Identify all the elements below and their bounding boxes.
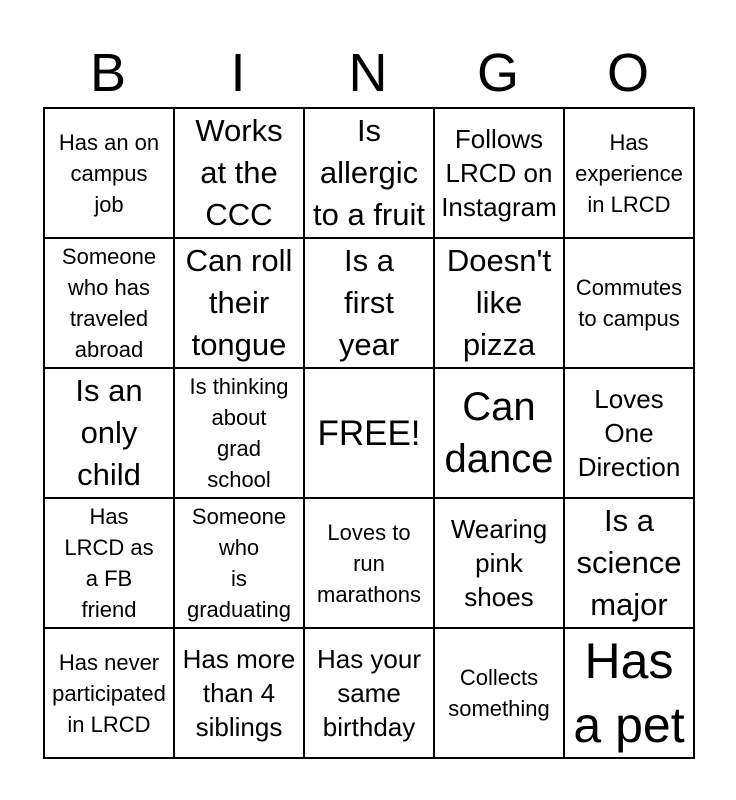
- bingo-cell[interactable]: [174, 108, 304, 238]
- bingo-cell[interactable]: [174, 498, 304, 628]
- cell-text: Is an only child: [75, 373, 143, 492]
- bingo-cell[interactable]: [174, 628, 304, 758]
- cell-text: Has an on campus job: [58, 129, 160, 217]
- bingo-cell[interactable]: [304, 498, 434, 628]
- bingo-cell[interactable]: [304, 238, 434, 368]
- cell-text: Has your same birthday: [316, 644, 422, 742]
- header-letter-g: G: [476, 43, 519, 103]
- cell-text: Has more than 4 siblings: [182, 644, 296, 742]
- bingo-cell[interactable]: [44, 628, 174, 758]
- cell-text: Is allergic to a fruit: [313, 113, 425, 232]
- bingo-cell[interactable]: [434, 628, 564, 758]
- bingo-cell[interactable]: [434, 238, 564, 368]
- cell-text: Loves to run marathons: [317, 519, 421, 607]
- cell-text: Has a pet: [573, 633, 685, 753]
- cell-text: Commutes to campus: [575, 275, 683, 331]
- grid-row: [44, 498, 694, 628]
- header-letter-n: N: [348, 43, 388, 103]
- bingo-cell[interactable]: [44, 238, 174, 368]
- bingo-cell[interactable]: [174, 368, 304, 498]
- grid-row: [44, 368, 694, 498]
- bingo-grid: [43, 107, 695, 759]
- cell-text: Is a science major: [576, 503, 682, 622]
- bingo-cell[interactable]: [44, 108, 174, 238]
- bingo-cell[interactable]: [564, 368, 694, 498]
- cell-text: Doesn't like pizza: [446, 243, 552, 362]
- bingo-header: [43, 40, 693, 106]
- free-space-text: FREE!: [317, 413, 421, 453]
- header-letter-o: O: [606, 43, 649, 103]
- cell-text: Loves One Direction: [577, 384, 681, 482]
- cell-text: Follows LRCD on Instagram: [441, 124, 557, 222]
- cell-text: Is thinking about grad school: [189, 374, 289, 492]
- bingo-cell[interactable]: [304, 628, 434, 758]
- cell-text: Works at the CCC: [195, 113, 283, 232]
- grid-row: [44, 628, 694, 758]
- bingo-cell[interactable]: [44, 368, 174, 498]
- bingo-cell[interactable]: [564, 238, 694, 368]
- grid-row: [44, 238, 694, 368]
- cell-text: Has LRCD as a FB friend: [64, 504, 154, 622]
- free-space-cell[interactable]: [304, 368, 434, 498]
- bingo-cell[interactable]: [304, 108, 434, 238]
- header-letter-b: B: [89, 43, 127, 103]
- bingo-cell[interactable]: [564, 498, 694, 628]
- cell-text: Is a first year: [338, 243, 400, 362]
- bingo-cell[interactable]: [174, 238, 304, 368]
- cell-text: Has experience in LRCD: [575, 129, 683, 217]
- bingo-cell[interactable]: [564, 628, 694, 758]
- bingo-cell[interactable]: [564, 108, 694, 238]
- cell-text: Can dance: [444, 385, 554, 481]
- header-letter-i: I: [230, 43, 246, 103]
- grid-row: [44, 108, 694, 238]
- cell-text: Collects something: [448, 665, 550, 721]
- bingo-cell[interactable]: [434, 498, 564, 628]
- bingo-cell[interactable]: [434, 108, 564, 238]
- cell-text: Wearing pink shoes: [450, 514, 548, 612]
- cell-text: Someone who has traveled abroad: [61, 244, 157, 362]
- cell-text: Someone who is graduating: [187, 504, 291, 622]
- cell-text: Has never participated in LRCD: [52, 649, 166, 737]
- cell-text: Can roll their tongue: [185, 243, 293, 362]
- bingo-cell[interactable]: [434, 368, 564, 498]
- bingo-cell[interactable]: [44, 498, 174, 628]
